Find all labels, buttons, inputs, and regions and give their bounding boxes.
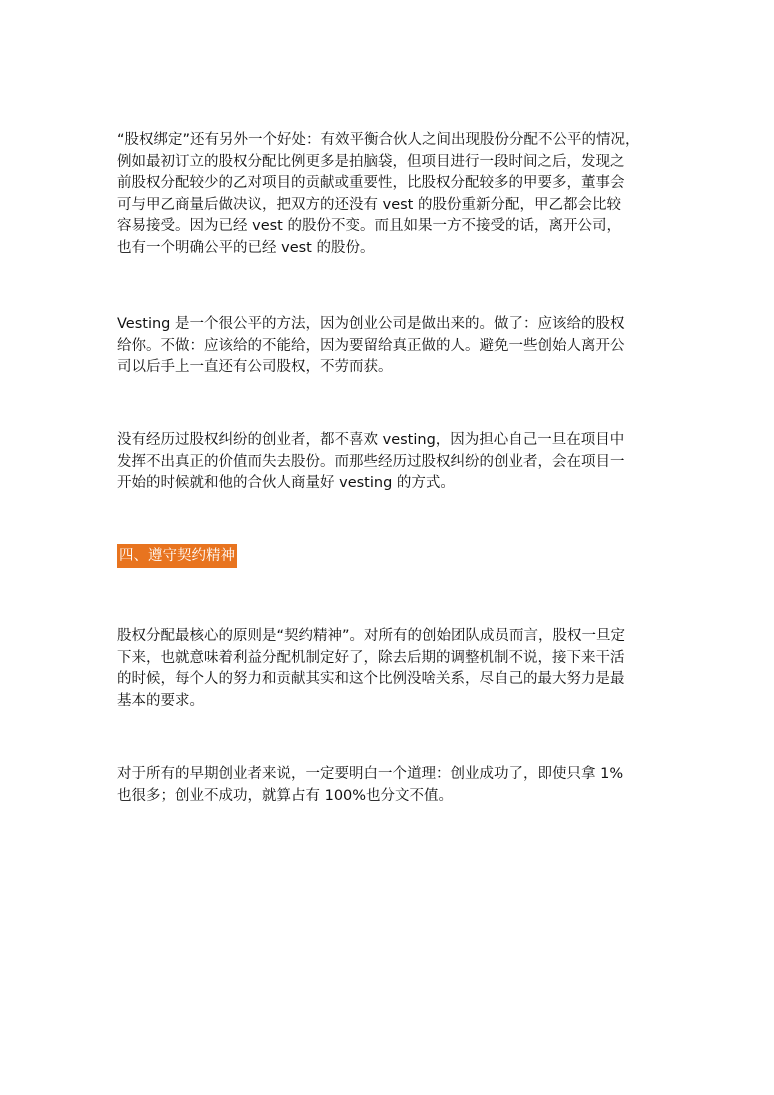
text-line: 股权分配最核心的原则是“契约精神”。对所有的创始团队成员而言，股权一旦定 [117, 628, 626, 644]
text-line: 给你。不做：应该给的不能给，因为要留给真正做的人。避免一些创始人离开公 [117, 337, 625, 354]
text-line: 基本的要求。 [117, 692, 204, 709]
text-line: 容易接受。因为已经 vest 的股份不变。而且如果一方不接受的话，离开公司， [117, 218, 621, 234]
text-line: 发挥不出真正的价值而失去股份。而那些经历过股权纠纷的创业者，会在项目一 [117, 453, 625, 470]
text-line: 下来，也就意味着利益分配机制定好了，除去后期的调整机制不说，接下来干活 [117, 649, 625, 666]
text-line: 也很多；创业不成功，就算占有 100%也分文不值。 [117, 787, 454, 804]
text-line: 对于所有的早期创业者来说，一定要明白一个道理：创业成功了，即使只拿 1% [117, 766, 624, 782]
text-line: 没有经历过股权纠纷的创业者，都不喜欢 vesting，因为担心自己一旦在项目中 [117, 432, 625, 448]
paragraph-early-founders [117, 764, 665, 807]
text-line: “股权绑定”还有另外一个好处：有效平衡合伙人之间出现股份分配不公平的情况， [117, 132, 640, 148]
paragraph-contract-spirit [117, 626, 665, 712]
section-heading: 四、遵守契约精神 [117, 544, 237, 568]
text-line: 例如最初订立的股权分配比例更多是拍脑袋，但项目进行一段时间之后，发现之 [117, 153, 625, 170]
text-line: 前股权分配较少的乙对项目的贡献或重要性，比股权分配较多的甲要多，董事会 [117, 175, 625, 191]
text-line: Vesting 是一个很公平的方法，因为创业公司是做出来的。做了：应该给的股权 [117, 316, 625, 332]
text-line: 司以后手上一直还有公司股权，不劳而获。 [117, 359, 393, 375]
paragraph-vesting-fair [117, 314, 665, 379]
text-line: 的时候，每个人的努力和贡献其实和这个比例没啥关系，尽自己的最大努力是最 [117, 671, 625, 687]
paragraph-equity-disputes [117, 430, 665, 495]
text-line: 可与甲乙商量后做决议，把双方的还没有 vest 的股份重新分配，甲乙都会比较 [117, 196, 621, 213]
paragraph-equity-binding [117, 130, 665, 259]
text-line: 开始的时候就和他的合伙人商量好 vesting 的方式。 [117, 475, 455, 491]
text-line: 也有一个明确公平的已经 vest 的股份。 [117, 239, 375, 256]
